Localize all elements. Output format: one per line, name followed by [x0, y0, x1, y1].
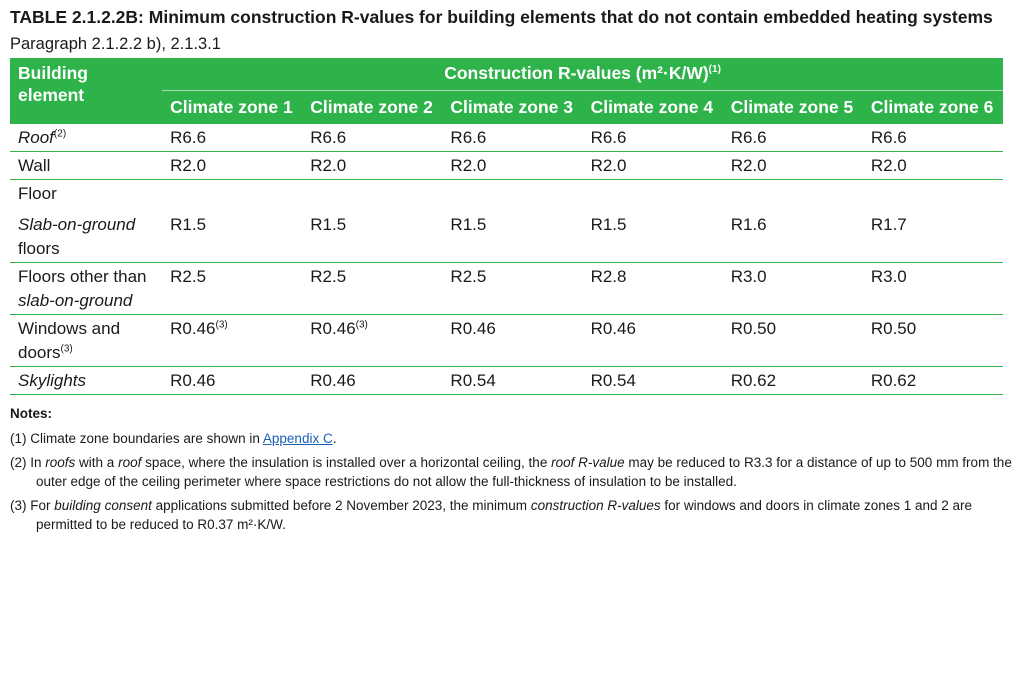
header-climate-zone-4: Climate zone 4: [583, 91, 723, 125]
cell-value: R0.46: [302, 367, 442, 395]
cell-value: R1.5: [302, 207, 442, 263]
cell-value: R2.0: [863, 152, 1003, 180]
cell-value: R1.5: [583, 207, 723, 263]
cell-value: R0.54: [583, 367, 723, 395]
row-roof: [10, 124, 1003, 152]
table-title: [10, 6, 1014, 29]
cell-value: R2.5: [162, 263, 302, 315]
header-climate-zone-1: Climate zone 1: [162, 91, 302, 125]
cell-value: R1.6: [723, 207, 863, 263]
row-floor-heading: [10, 180, 1003, 208]
cell-value: R0.46: [442, 315, 582, 367]
row-label: Floor: [18, 184, 57, 203]
cell-value: R6.6: [723, 124, 863, 152]
cell-value: R0.62: [723, 367, 863, 395]
cell-value: R0.46: [162, 367, 302, 395]
row-windows-and-doors: [10, 315, 1003, 367]
cell-value: R0.46: [583, 315, 723, 367]
r-values-table: [10, 58, 1003, 395]
row-skylights: [10, 367, 1003, 395]
table-number: TABLE 2.1.2.2B:: [10, 7, 144, 27]
cell-value: R1.5: [442, 207, 582, 263]
cell-value: R2.0: [442, 152, 582, 180]
cell-value: R0.62: [863, 367, 1003, 395]
cell-value: R0.46$^{(3)}$: [162, 315, 302, 367]
cell-value: R2.5: [442, 263, 582, 315]
row-label: Slab-on-ground floors: [10, 207, 162, 263]
row-floors-other: [10, 263, 1003, 315]
row-label: Roof$^{(2)}$: [10, 124, 162, 152]
cell-value: R0.54: [442, 367, 582, 395]
cell-value: R2.0: [302, 152, 442, 180]
row-slab-on-ground: [10, 207, 1003, 263]
cell-value: R6.6: [162, 124, 302, 152]
header-climate-zone-6: Climate zone 6: [863, 91, 1003, 125]
note-2: (2) In roofs with a roof space, where the insulation is installed over a horizontal ceiling, the roof R-value may be reduced to R3.3 for a distance of up to 500 mm from the outer edge of the ceiling perimeter where space restrictions do not allow the full-thickness of insulation to be installed.: [10, 455, 1012, 489]
cell-value: R2.8: [583, 263, 723, 315]
header-climate-zone-2: Climate zone 2: [302, 91, 442, 125]
cell-value: R2.5: [302, 263, 442, 315]
cell-value: R6.6: [583, 124, 723, 152]
cell-value: R2.0: [162, 152, 302, 180]
cell-value: R6.6: [302, 124, 442, 152]
appendix-c-link[interactable]: Appendix C: [262, 431, 333, 446]
table-notes: [10, 404, 1014, 534]
cell-value: R2.0: [723, 152, 863, 180]
cell-value: R0.50: [863, 315, 1003, 367]
cell-value: R3.0: [863, 263, 1003, 315]
header-building-element: Building element: [10, 58, 162, 124]
row-wall: [10, 152, 1003, 180]
header-climate-zone-3: Climate zone 3: [442, 91, 582, 125]
cell-value: R6.6: [442, 124, 582, 152]
notes-heading: Notes:: [10, 406, 53, 421]
row-label: Windows and doors$^{(3)}$: [10, 315, 162, 367]
header-construction-r-values: Construction R-values $(m^2\cdot K/W)^{(1)}$: [162, 58, 1003, 91]
row-label: Skylights: [10, 367, 162, 395]
cell-value: R3.0: [723, 263, 863, 315]
cell-value: R1.7: [863, 207, 1003, 263]
cell-value: R6.6: [863, 124, 1003, 152]
header-climate-zone-5: Climate zone 5: [723, 91, 863, 125]
cell-value: R0.50: [723, 315, 863, 367]
cell-value: R0.46$^{(3)}$: [302, 315, 442, 367]
note-1: (1) Climate zone boundaries are shown in Appendix C.: [10, 431, 337, 446]
row-label: Floors other than slab-on-ground: [10, 263, 162, 315]
row-label: Wall: [10, 152, 162, 180]
paragraph-reference: Paragraph 2.1.2.2 b), 2.1.3.1: [10, 35, 221, 53]
cell-value: R1.5: [162, 207, 302, 263]
cell-value: R2.0: [583, 152, 723, 180]
table-title-text: Minimum construction R-values for building elements that do not contain embedded heating systems: [148, 7, 993, 27]
note-3: (3) For building consent applications submitted before 2 November 2023, the minimum construction R-values for windows and doors in climate zones 1 and 2 are permitted to be reduced to R0.37 m²·K/W.: [10, 498, 973, 532]
